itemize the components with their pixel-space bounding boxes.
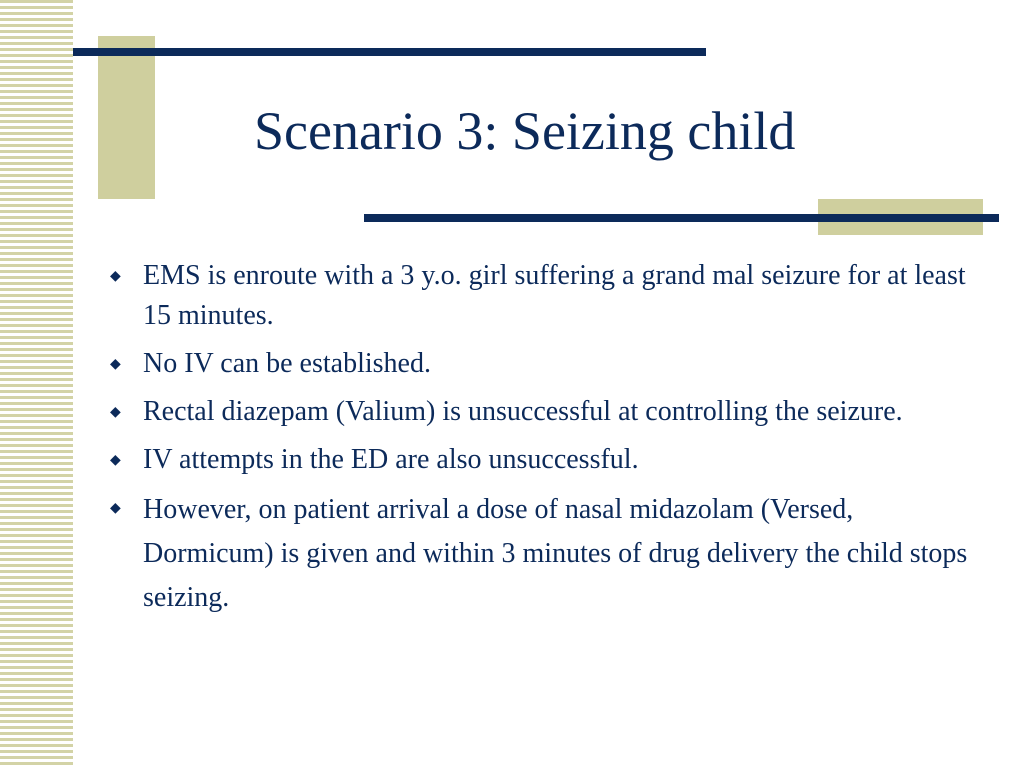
bullet-list <box>108 256 988 628</box>
decorative-bar-top <box>73 48 706 56</box>
bullet-text: Rectal diazepam (Valium) is unsuccessful at controlling the seizure. <box>143 396 903 427</box>
bullet-text: No IV can be established. <box>143 348 431 379</box>
bullet-item <box>108 440 988 480</box>
bullet-text: IV attempts in the ED are also unsuccessful. <box>143 444 639 475</box>
slide-title: Scenario 3: Seizing child <box>254 101 796 161</box>
diamond-bullet-icon: ◆ <box>110 452 121 468</box>
bullet-item <box>108 344 988 384</box>
bullet-item <box>108 392 988 432</box>
diamond-bullet-icon: ◆ <box>110 356 121 372</box>
decorative-stripes <box>0 0 73 768</box>
diamond-bullet-icon: ◆ <box>110 268 121 284</box>
diamond-bullet-icon: ◆ <box>110 404 121 420</box>
bullet-item <box>108 256 988 336</box>
decorative-block-top <box>98 36 155 199</box>
bullet-text: However, on patient arrival a dose of nasal midazolam (Versed, Dormicum) is given and within 3 minutes of drug delivery the child stops seizing. <box>143 494 968 613</box>
bullet-text: EMS is enroute with a 3 y.o. girl suffering a grand mal seizure for at least 15 minutes. <box>143 260 966 331</box>
bullet-item <box>108 488 988 620</box>
decorative-bar-right <box>364 214 999 222</box>
diamond-bullet-icon: ◆ <box>110 500 121 516</box>
